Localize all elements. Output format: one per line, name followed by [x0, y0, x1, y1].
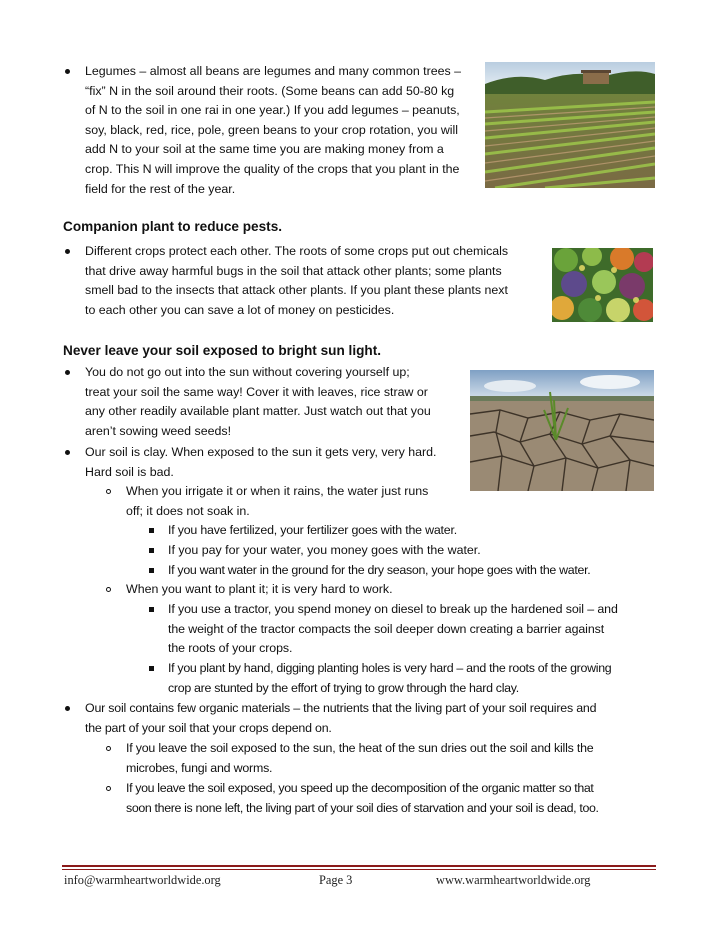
text-line: If you plant by hand, digging planting holes is very hard – and the roots of the growing: [168, 661, 612, 675]
bullet-dot: [65, 69, 70, 74]
text-line: If you use a tractor, you spend money on diesel to break up the hardened soil – and: [168, 602, 618, 616]
cracked-soil-photo: [470, 370, 654, 491]
square-bullet: [149, 666, 154, 671]
circle-bullet: [106, 786, 111, 791]
circle-bullet: [106, 489, 111, 494]
bullet-dot: [65, 370, 70, 375]
text-line: You do not go out into the sun without covering yourself up;: [85, 365, 410, 379]
text-line: If you leave the soil exposed to the sun, the heat of the sun dries out the soil and kills the: [126, 741, 594, 755]
text-line: crop. This N will improve the quality of the crops that you plant in the: [85, 161, 460, 176]
hard-work-line: When you want to plant it; it is very hard to work.: [126, 582, 393, 596]
square-bullet: [149, 548, 154, 553]
text-line: Hard soil is bad.: [85, 464, 174, 479]
page-number: Page 3: [319, 873, 353, 887]
text-line: treat your soil the same way! Cover it with leaves, rice straw or: [85, 384, 428, 399]
fertilizer-line: If you have fertilized, your fertilizer goes with the water.: [168, 523, 457, 537]
text-line: the weight of the tractor compacts the soil deeper down creating a barrier against: [168, 621, 605, 636]
decomposition-paragraph: [126, 779, 666, 818]
text-line: Our soil contains few organic materials – the nutrients that the living part of your soil requires and: [85, 701, 597, 715]
bullet-dot: [65, 450, 70, 455]
text-line: of N to the soil in one rai in one year.) If you add legumes – peanuts,: [85, 103, 460, 118]
square-bullet: [149, 568, 154, 573]
footer-website: www.warmheartworldwide.org: [436, 873, 591, 887]
section-heading: Companion plant to reduce pests.: [63, 219, 283, 234]
text-line: the part of your soil that your crops depend on.: [85, 720, 332, 735]
companion-paragraph: [85, 242, 545, 320]
text-line: soy, black, red, rice, pole, green beans to your crop rotation, you will: [85, 122, 459, 137]
bean-field-photo: [485, 62, 655, 188]
text-line: add N to your soil at the same time you are making money from a: [85, 142, 444, 157]
text-line: Legumes – almost all beans are legumes and many common trees –: [85, 64, 462, 78]
text-line: If you leave the soil exposed, you speed up the decomposition of the organic matter so that: [126, 781, 594, 795]
footer-email: info@warmheartworldwide.org: [64, 873, 221, 887]
text-line: that drive away harmful bugs in the soil that attack other plants; some plants: [85, 263, 502, 278]
text-line: Different crops protect each other. The roots of some crops put out chemicals: [85, 244, 509, 258]
text-line: When you irrigate it or when it rains, the water just runs: [126, 484, 429, 498]
text-line: soon there is none left, the living part of your soil dies of starvation and your soil is dead, too.: [126, 800, 599, 815]
text-line: off; it does not soak in.: [126, 503, 250, 518]
square-bullet: [149, 528, 154, 533]
text-line: field for the rest of the year.: [85, 181, 236, 196]
tractor-paragraph: [168, 600, 658, 659]
heat-paragraph: [126, 739, 666, 778]
water-money-line: If you pay for your water, you money goes with the water.: [168, 543, 481, 557]
circle-bullet: [106, 587, 111, 592]
text-line: the roots of your crops.: [168, 641, 293, 656]
clay-soil-paragraph: [85, 443, 465, 482]
section-heading: Never leave your soil exposed to bright sun light.: [63, 343, 382, 358]
irrigation-paragraph: [126, 482, 466, 521]
legumes-paragraph: [85, 62, 480, 199]
text-line: “fix” N in the soil around their roots. (Some beans can add 50-80 kg: [85, 83, 455, 98]
text-line: to each other you can save a lot of money on pesticides.: [85, 302, 395, 317]
text-line: smell bad to the insects that attack other plants. If you plant these plants next: [85, 283, 508, 298]
text-line: Our soil is clay. When exposed to the sun it gets very, very hard.: [85, 445, 437, 459]
text-line: aren’t sowing weed seeds!: [85, 423, 232, 438]
text-line: crop are stunted by the effort of trying to grow through the hard clay.: [168, 680, 519, 695]
footer-rule: [62, 865, 656, 867]
footer-rule: [62, 869, 656, 870]
cover-soil-paragraph: [85, 363, 465, 441]
hand-planting-paragraph: [168, 659, 658, 698]
text-line: any other readily available plant matter. Just watch out that you: [85, 404, 431, 419]
bullet-dot: [65, 706, 70, 711]
square-bullet: [149, 607, 154, 612]
organic-materials-paragraph: [85, 699, 675, 738]
companion-garden-photo: [552, 248, 653, 322]
bullet-dot: [65, 249, 70, 254]
text-line: microbes, fungi and worms.: [126, 760, 273, 775]
circle-bullet: [106, 746, 111, 751]
dry-season-line: If you want water in the ground for the dry season, your hope goes with the water.: [168, 563, 591, 577]
